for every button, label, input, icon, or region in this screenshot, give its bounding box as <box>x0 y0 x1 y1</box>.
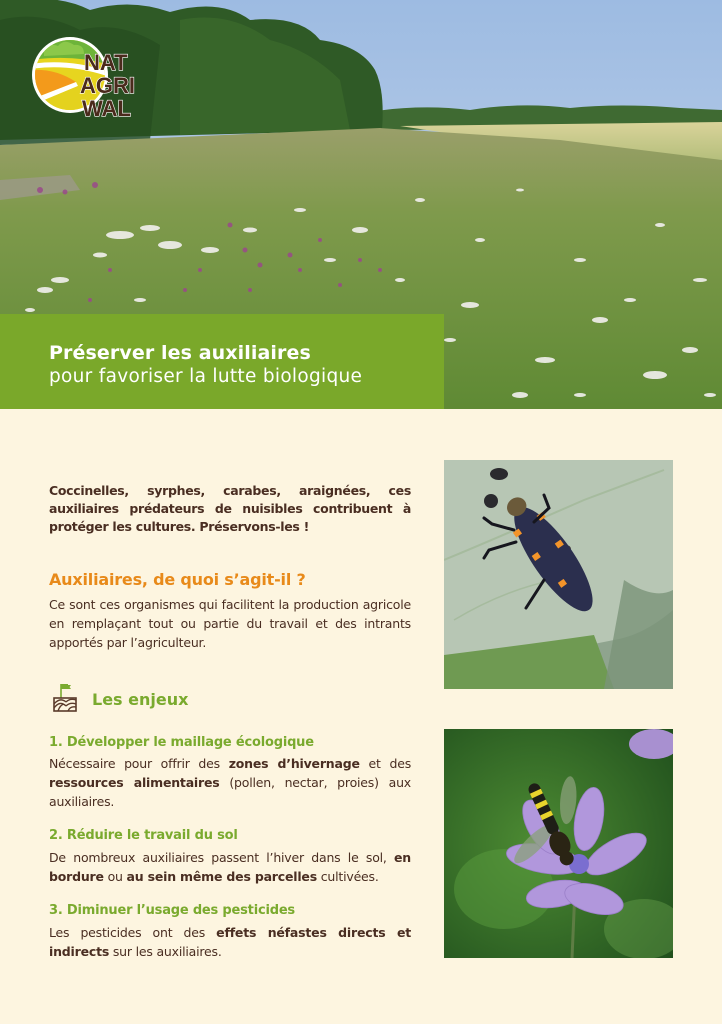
stakes-heading-label: Les enjeux <box>92 689 189 709</box>
stake-2-text <box>49 848 411 886</box>
page-title: Préserver les auxiliaires <box>49 342 311 364</box>
intro-paragraph: Coccinelles, syrphes, carabes, araignées, ces auxiliaires prédateurs de nuisibles contribuent à protéger les cultures. Préservons-les ! <box>49 483 411 534</box>
stake-1-text-part: Nécessaire pour offrir des <box>49 756 229 771</box>
stake-3-emphasis-effects: effets néfastes directs et indirects <box>49 925 411 959</box>
photo-hoverfly-flower <box>444 729 673 958</box>
logo-line-2: AGRI <box>80 73 135 98</box>
stake-2-emphasis-parcels: au sein même des parcelles <box>126 869 317 884</box>
what-is-paragraph: Ce sont ces organismes qui facilitent la production agricole en remplaçant tout ou partie du travail et des intrants apportés par l’agriculteur. <box>49 597 411 650</box>
natagriwal-logo <box>30 30 150 125</box>
title-banner <box>0 314 444 409</box>
field-flag-icon <box>52 682 78 716</box>
section-heading-what-is: Auxiliaires, de quoi s’agit-il ? <box>49 570 306 589</box>
stake-1-emphasis-wintering: zones d’hivernage <box>228 756 360 771</box>
logo-mark <box>30 30 150 125</box>
stake-2-title: 2. Réduire le travail du sol <box>49 828 238 843</box>
stake-2-text-part: cultivées. <box>316 869 379 884</box>
logo-line-3: WAL <box>82 96 131 121</box>
stake-1-text-part: (pollen, nectar, proies) aux auxiliaires. <box>49 775 412 809</box>
stake-1-emphasis-food: ressources alimentaires <box>49 775 220 790</box>
page-subtitle: pour favoriser la lutte biologique <box>49 366 363 387</box>
stake-1-title: 1. Développer le maillage écologique <box>49 735 314 750</box>
stake-3-title: 3. Diminuer l’usage des pesticides <box>49 903 295 918</box>
stake-1-text <box>49 754 411 811</box>
stake-1-text-part: et des <box>359 756 412 771</box>
photo-ladybird-larva <box>444 460 673 689</box>
stake-2-text-part: De nombreux auxiliaires passent l’hiver dans le sol, <box>49 850 395 865</box>
stake-2-text-part: ou <box>103 869 127 884</box>
stake-3-text-part: sur les auxiliaires. <box>109 944 222 959</box>
stake-3-text-part: Les pesticides ont des <box>49 925 217 940</box>
stake-3-text <box>49 923 411 961</box>
logo-line-1: NAT <box>84 50 128 75</box>
stakes-heading <box>52 682 188 716</box>
stake-2-emphasis-border: en bordure <box>49 850 411 884</box>
